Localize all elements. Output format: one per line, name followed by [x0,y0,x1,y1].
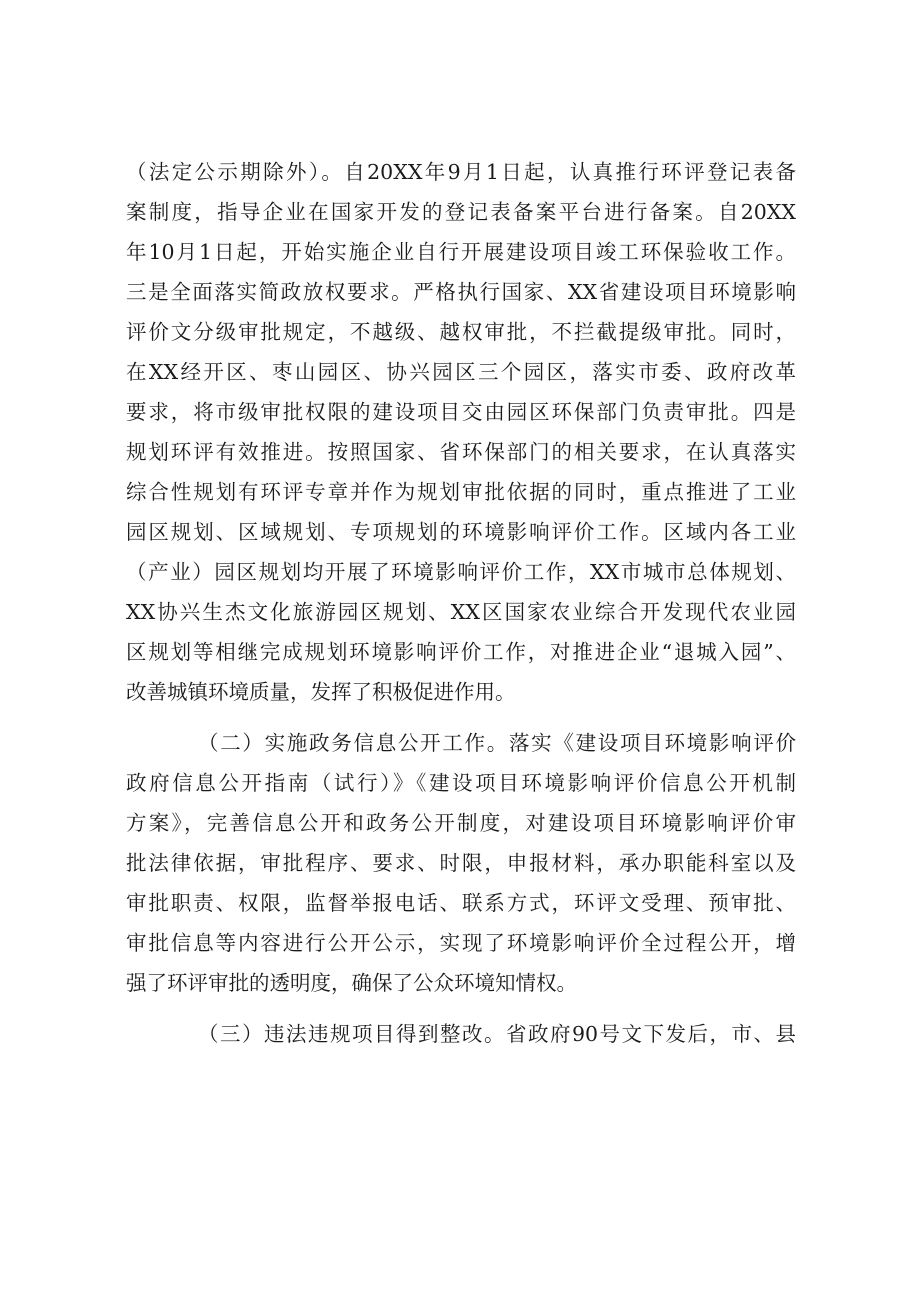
text-line: （产业）园区规划均开展了环境影响评价工作，XX市城市总体规划、 [126,560,796,584]
text-line: XX协兴生杰文化旅游园区规划、XX区国家农业综合开发现代农业园 [126,600,796,624]
text-line: 审批信息等内容进行公开公示，实现了环境影响评价全过程公开，增 [126,931,796,955]
text-line: 区规划等相继完成规划环境影响评价工作，对推进企业“退城入园”、 [126,640,796,664]
text-line: （三）违法违规项目得到整改。省政府90号文下发后，市、县 [198,1022,796,1046]
text-line: 规划环评有效推进。按照国家、省环保部门的相关要求，在认真落实 [126,440,796,464]
document-body [126,152,796,1054]
text-line: 在XX经开区、枣山园区、协兴园区三个园区，落实市委、政府改革 [126,360,796,384]
text-line: 评价文分级审批规定，不越级、越权审批，不拦截提级审批。同时， [126,320,796,344]
paragraph-approval-reform [126,152,796,712]
text-line: 方案》，完善信息公开和政务公开制度，对建设项目环境影响评价审 [126,811,796,835]
text-line: 改善城镇环境质量，发挥了积极促进作用。 [126,680,516,704]
text-line: 政府信息公开指南（试行）》《建设项目环境影响评价信息公开机制 [126,771,796,795]
paragraph-violation-rectification [126,1014,796,1054]
text-line: 年10月1日起，开始实施企业自行开展建设项目竣工环保验收工作。 [126,240,796,264]
text-line: 批法律依据，审批程序、要求、时限，申报材料，承办职能科室以及 [126,851,796,875]
text-line: 综合性规划有环评专章并作为规划审批依据的同时，重点推进了工业 [126,480,796,504]
text-line: 三是全面落实简政放权要求。严格执行国家、XX省建设项目环境影响 [126,280,796,304]
text-line: 案制度，指导企业在国家开发的登记表备案平台进行备案。自20XX [126,200,796,224]
paragraph-info-disclosure [126,723,796,1003]
text-line: 要求，将市级审批权限的建设项目交由园区环保部门负责审批。四是 [126,400,796,424]
text-line: 审批职责、权限，监督举报电话、联系方式，环评文受理、预审批、 [126,891,796,915]
text-line: 强了环评审批的透明度，确保了公众环境知情权。 [126,971,577,995]
text-line: （二）实施政务信息公开工作。落实《建设项目环境影响评价 [198,731,796,755]
text-line: 园区规划、区域规划、专项规划的环境影响评价工作。区域内各工业 [126,520,796,544]
text-line: （法定公示期除外）。自20XX年9月1日起，认真推行环评登记表备 [126,160,796,184]
